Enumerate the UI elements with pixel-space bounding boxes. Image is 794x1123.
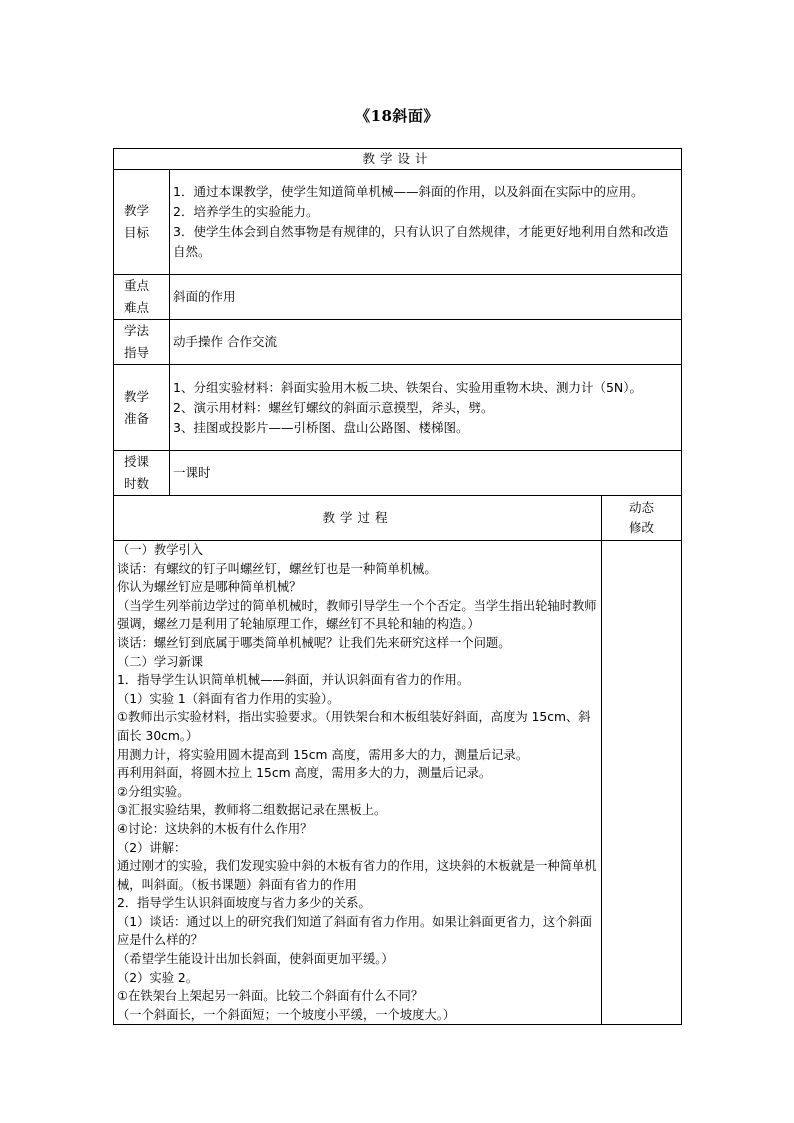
row-objectives <box>114 170 682 275</box>
document-title: 《18斜面》 <box>355 107 439 125</box>
label-key-points: 重点 难点 <box>114 275 170 320</box>
label-objectives: 教学 目标 <box>114 170 170 275</box>
process-header: 教学过程 <box>114 496 602 541</box>
row-method <box>114 320 682 365</box>
label-method: 学法 指导 <box>114 320 170 365</box>
content-objectives: 1．通过本课教学，使学生知道简单机械——斜面的作用，以及斜面在实际中的应用。 2．培养学生的实验能力。 3．使学生体会到自然事物是有规律的，只有认识了自然规律，才能更好地利用自然和改造自然。 <box>170 170 682 275</box>
row-key-points <box>114 275 682 320</box>
dynamic-notes-cell <box>602 541 682 1025</box>
row-process-body <box>114 541 682 1025</box>
content-method: 动手操作 合作交流 <box>170 320 682 365</box>
design-header: 教学设计 <box>114 149 682 170</box>
row-preparation <box>114 365 682 451</box>
content-hours: 一课时 <box>170 451 682 496</box>
label-hours: 授课 时数 <box>114 451 170 496</box>
dynamic-header: 动态 修改 <box>602 496 682 541</box>
label-preparation: 教学 准备 <box>114 365 170 451</box>
row-process-header <box>114 496 682 541</box>
lesson-plan-table <box>113 148 682 1025</box>
process-content: （一）教学引入 谈话：有螺纹的钉子叫螺丝钉，螺丝钉也是一种简单机械。 你认为螺丝钉应是哪种简单机械？ （当学生列举前边学过的简单机械时，教师引导学生一个个否定。当学生指出轮轴时教师强调，螺丝刀是利用了轮轴原理工作，螺丝钉不具轮和轴的构造。） 谈话：螺丝钉到底属于哪类简单机械呢？让我们先来研究这样一个问题。 （二）学习新课 1．指导学生认识简单机械——斜面，并认识斜面有省力的作用。 （1）实验 1（斜面有省力作用的实验）。 ①教师出示实验材料，指出实验要求。（用铁架台和木板组装好斜面，高度为 15cm、斜面长 30cm。） 用测力计，将实验用圆木提高到 15cm 高度，需用多大的力，测量后记录。 再利用斜面，将圆木拉上 15cm 高度，需用多大的力，测量后记录。 ②分组实验。 ③汇报实验结果，教师将二组数据记录在黑板上。 ④讨论：这块斜的木板有什么作用？ （2）讲解： 通过刚才的实验，我们发现实验中斜的木板有省力的作用，这块斜的木板就是一种简单机械，叫斜面。（板书课题）斜面有省力的作用 2．指导学生认识斜面坡度与省力多少的关系。 （1）谈话：通过以上的研究我们知道了斜面有省力作用。如果让斜面更省力，这个斜面应是什么样的？ （希望学生能设计出加长斜面，使斜面更加平缓。） （2）实验 2。 ①在铁架台上架起另一斜面。比较二个斜面有什么不同？ （一个斜面长，一个斜面短；一个坡度小平缓，一个坡度大。） <box>114 541 602 1025</box>
row-hours <box>114 451 682 496</box>
content-key-points: 斜面的作用 <box>170 275 682 320</box>
content-preparation: 1、分组实验材料：斜面实验用木板二块、铁架台、实验用重物木块、测力计（5N）。 2、演示用材料：螺丝钉螺纹的斜面示意摸型，斧头，劈。 3、挂图或投影片——引桥图、盘山公路图、楼梯图。 <box>170 365 682 451</box>
